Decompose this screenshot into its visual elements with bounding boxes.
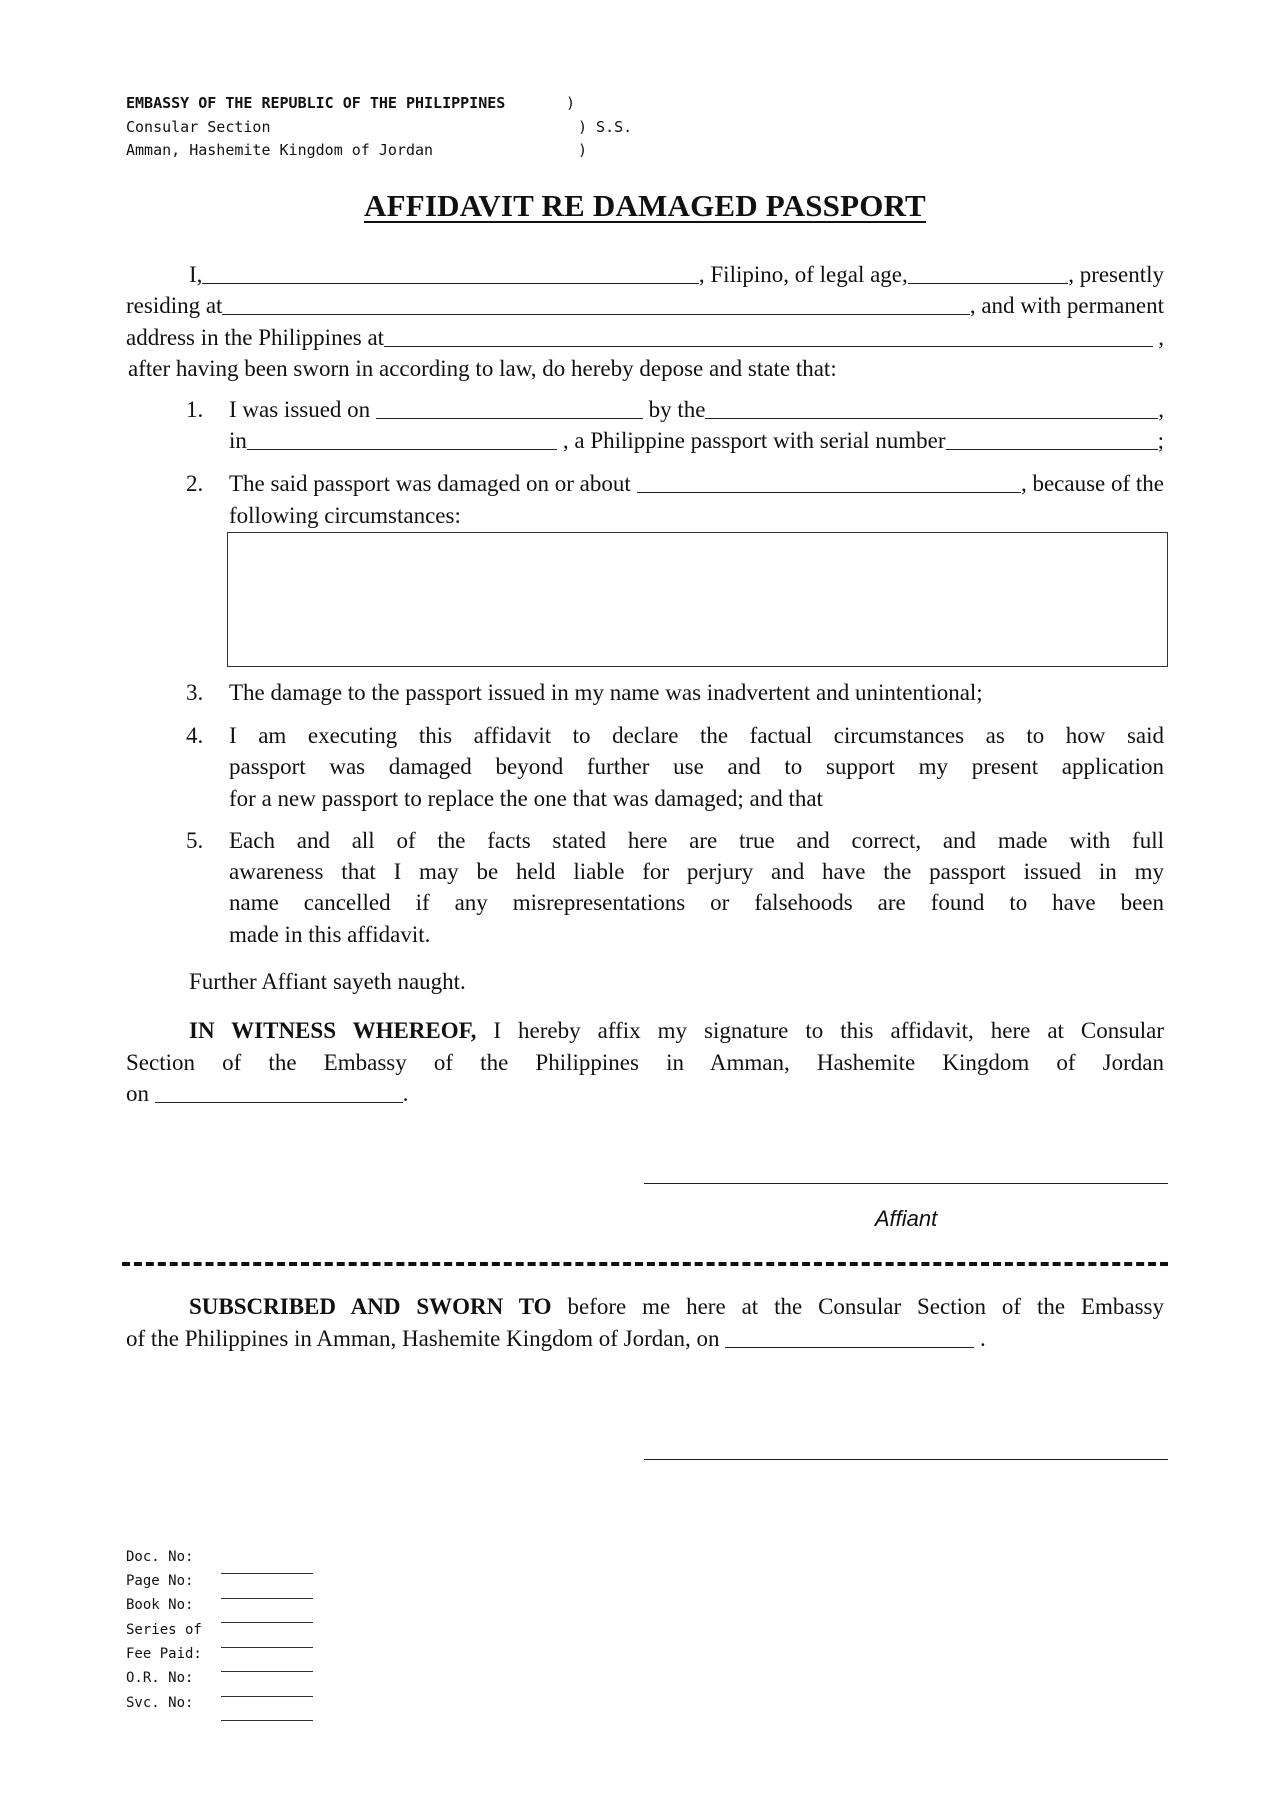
series-label: Series of — [126, 1622, 202, 1638]
dashed-divider — [122, 1262, 1168, 1266]
intro-line-4 — [128, 353, 837, 384]
paren: ) — [566, 94, 576, 112]
book-no-field[interactable] — [221, 1622, 313, 1623]
subscribed-line-1 — [189, 1291, 1164, 1322]
witness-bold: IN WITNESS WHEREOF, — [189, 1018, 477, 1043]
item-2-line-1 — [229, 468, 1164, 499]
page-no-field[interactable] — [221, 1598, 313, 1599]
item-4-line: passport was damaged beyond further use and to support my present application — [229, 754, 1164, 779]
text: I hereby affix my signature to this affidavit, here at Consular — [476, 1018, 1164, 1043]
text: address in the Philippines at — [126, 325, 385, 350]
text: . — [974, 1326, 986, 1351]
text: The said passport was damaged on or about — [229, 471, 637, 496]
or-no-label: O.R. No: — [126, 1670, 194, 1686]
subscribed-line-2 — [126, 1323, 986, 1354]
text: . — [402, 1081, 409, 1106]
issue-place-field[interactable] — [247, 448, 557, 450]
name-field[interactable] — [202, 282, 698, 284]
issue-date-field[interactable] — [376, 417, 643, 419]
svc-no-label: Svc. No: — [126, 1695, 194, 1711]
ss-label: ) S.S. — [578, 118, 633, 136]
doc-no-label: Doc. No: — [126, 1549, 194, 1565]
text: by the — [642, 397, 706, 422]
page-title: AFFIDAVIT RE DAMAGED PASSPORT — [364, 188, 926, 223]
intro-line-2 — [126, 290, 1164, 321]
ph-address-field[interactable] — [384, 345, 1152, 347]
item-5-line: made in this affidavit. — [229, 922, 431, 947]
text: I, — [189, 262, 203, 287]
doc-no-field[interactable] — [221, 1573, 313, 1574]
page-no-label: Page No: — [126, 1573, 194, 1589]
intro-line-3 — [126, 322, 1164, 353]
issuer-field[interactable] — [705, 417, 1158, 419]
item-4-line: for a new passport to replace the one that was damaged; and that — [229, 786, 823, 811]
witness-date-field[interactable] — [155, 1101, 403, 1103]
residence-field[interactable] — [222, 313, 969, 315]
consul-signature-line[interactable] — [644, 1459, 1168, 1460]
text: on — [126, 1081, 155, 1106]
or-no-field[interactable] — [221, 1696, 313, 1697]
item-number: 2. — [186, 471, 204, 496]
affiant-signature-line[interactable] — [644, 1183, 1168, 1184]
item-number: 5. — [186, 828, 204, 853]
subscribed-date-field[interactable] — [725, 1346, 974, 1348]
consular-section: Consular Section — [126, 118, 271, 136]
item-4-line: I am executing this affidavit to declare the factual circumstances as to how said — [229, 723, 1164, 748]
item-1-line-2 — [229, 425, 1164, 456]
text: , presently — [1068, 262, 1164, 287]
text: , — [1152, 325, 1164, 350]
damage-date-field[interactable] — [637, 491, 1021, 493]
serial-number-field[interactable] — [946, 448, 1158, 450]
paren: ) — [578, 141, 588, 159]
text: , — [1158, 397, 1164, 422]
intro-line-1 — [189, 259, 1164, 290]
series-field[interactable] — [221, 1647, 313, 1648]
text: , because of the — [1020, 471, 1164, 496]
book-no-label: Book No: — [126, 1597, 194, 1613]
text: , Filipino, of legal age, — [698, 262, 908, 287]
text: I was issued on — [229, 397, 376, 422]
item-3-text: The damage to the passport issued in my name was inadvertent and unintentional; — [229, 680, 983, 705]
item-number: 1. — [186, 397, 204, 422]
text: following circumstances: — [229, 503, 461, 528]
text: after having been sworn in according to law, do hereby depose and state that: — [128, 356, 837, 381]
item-5-line: awareness that I may be held liable for perjury and have the passport issued in my — [229, 859, 1164, 884]
witness-line-2: Section of the Embassy of the Philippines in Amman, Hashemite Kingdom of Jordan — [126, 1050, 1164, 1075]
subscribed-bold: SUBSCRIBED AND SWORN TO — [189, 1294, 552, 1319]
fee-paid-field[interactable] — [221, 1671, 313, 1672]
witness-line-1 — [189, 1015, 1164, 1046]
circumstances-textbox[interactable] — [227, 532, 1168, 667]
item-2-line-2 — [229, 500, 461, 531]
text: residing at — [126, 293, 223, 318]
item-5-line: name cancelled if any misrepresentations or falsehoods are found to have been — [229, 890, 1164, 915]
text: , a Philippine passport with serial number — [557, 428, 946, 453]
item-number: 4. — [186, 723, 204, 748]
text: before me here at the Consular Section of the Embassy — [551, 1294, 1165, 1319]
text: in — [229, 428, 247, 453]
embassy-header: EMBASSY OF THE REPUBLIC OF THE PHILIPPINES — [126, 94, 506, 112]
text: of the Philippines in Amman, Hashemite Kingdom of Jordan, on — [126, 1326, 726, 1351]
age-field[interactable] — [908, 282, 1068, 284]
item-1-line-1 — [229, 394, 1164, 425]
item-5-line: Each and all of the facts stated here are true and correct, and made with full — [229, 828, 1164, 853]
location: Amman, Hashemite Kingdom of Jordan — [126, 141, 434, 159]
fee-paid-label: Fee Paid: — [126, 1646, 202, 1662]
further-text: Further Affiant sayeth naught. — [189, 969, 466, 994]
text: ; — [1157, 428, 1164, 453]
item-number: 3. — [186, 680, 204, 705]
witness-line-3 — [126, 1078, 409, 1109]
svc-no-field[interactable] — [221, 1720, 313, 1721]
affiant-label: Affiant — [874, 1206, 938, 1231]
text: , and with permanent — [969, 293, 1164, 318]
